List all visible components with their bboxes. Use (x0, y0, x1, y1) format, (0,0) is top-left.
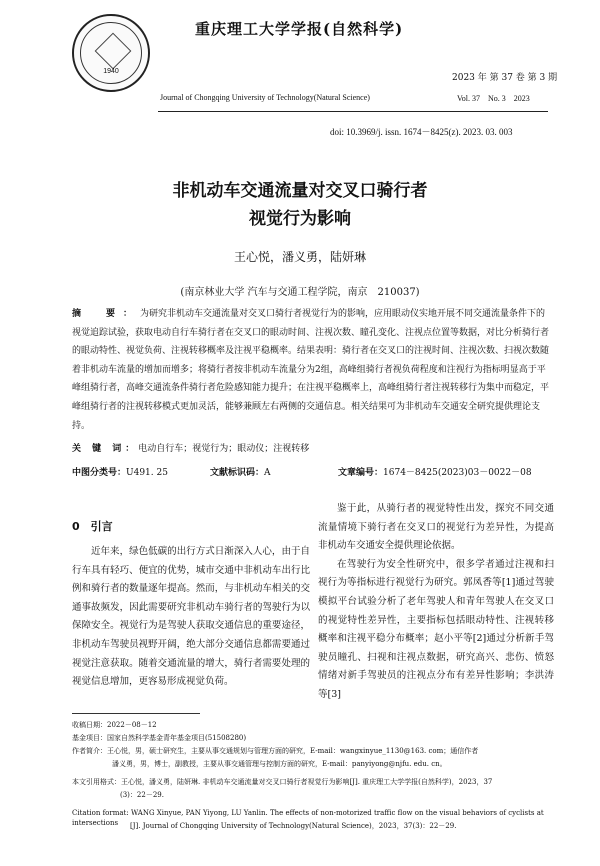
article-title-line2: 视觉行为影响 (249, 209, 351, 229)
journal-title-en: Journal of Chongqing University of Technology(Natural Science) (160, 93, 370, 102)
keywords-label: 关 键 词： (72, 444, 139, 454)
abstract-text: 为研究非机动车交通流量对交叉口骑行者视觉行为的影响，应用眼动仪实地开展不同交通流量条件下的视觉追踪试验，获取电动自行车骑行者在交叉口的眼动时间、注视次数、瞳孔变化、注视点位置等数据，对比分析骑行者的眼动特性、视觉负荷、注视转移概率及注视平稳概率。结果表明：骑行者在交叉口的注视时间、注视次数、扫视次数随着非机动车流量的增加而增多；将骑行者按非机动车流量分为2组，高峰组骑行者视负荷程度和注视行为指标明显高于平峰组骑行者，高峰交通流条件骑行者危险感知能力提升；在注视平稳概率上，高峰组骑行者注视转移行为集中而稳定，平峰组骑行者的注视转移模式更加灵活，能够兼顾左右两侧的交通信息。相关结果可为非机动车交通安全研究提供理论支持。 (72, 309, 550, 431)
article-number (338, 465, 532, 478)
doc-code-label: 文献标识码： (210, 468, 265, 478)
keywords (72, 441, 550, 454)
article-no-value: 1674－8425(2023)03－0022－08 (383, 468, 532, 478)
doc-code-value: A (264, 468, 271, 478)
intro-right-paragraph-2: 在驾驶行为安全性研究中，很多学者通过注视和扫视行为等指标进行视觉行为研究。郭凤香等[1]通过驾驶模拟平台试验分析了老年驾驶人和青年驾驶人在交叉口的视觉特性差异性，主要指标包括眼动特性、注视转移概率和注视平稳分布概率；赵小平等[2]通过分析新手驾驶员瞳孔、扫视和注视点数据，研究高兴、悲伤、愤怒情绪对新手驾驶员的注视点分布有差异性影响；李洪涛等[3] (318, 558, 554, 700)
article-title-line1: 非机动车交通流量对交叉口骑行者 (172, 181, 428, 201)
doi: doi: 10.3969/j. issn. 1674－8425(z). 2023. 03. 003 (330, 127, 513, 137)
footnote-author-bio-2: 潘义勇，男，博士，副教授，主要从事交通管理与控制方面的研究，E-mail：panyiyong@njfu. edu. cn。 (112, 760, 447, 768)
clc-value: U491. 25 (126, 468, 168, 478)
citation-cn-line1: 本文引用格式：王心悦，潘义勇，陆妍琳. 非机动车交通流量对交叉口骑行者视觉行为影响[J]. 重庆理工大学学报(自然科学)，2023，37 (72, 778, 493, 786)
document-code (210, 465, 271, 478)
journal-title-cn: 重庆理工大学学报(自然科学) (195, 20, 404, 38)
keywords-text: 电动自行车；视觉行为；眼动仪；注视转移 (138, 444, 310, 454)
footnote-divider (72, 713, 200, 714)
abstract (72, 305, 550, 435)
intro-right-paragraph-1: 鉴于此，从骑行者的视觉特性出发，探究不同交通流量情境下骑行者在交叉口的视觉行为差异性，为提高非机动车交通安全提供理论依据。 (318, 503, 554, 552)
header-divider (158, 111, 548, 112)
clc-number (72, 465, 168, 478)
issue-info-cn: 2023 年 第 37 卷 第 3 期 (452, 73, 558, 83)
clc-label: 中图分类号： (72, 468, 127, 478)
footnote-received: 收稿日期：2022－08－12 (72, 721, 157, 729)
intro-right-column (318, 500, 554, 705)
logo-year: 1940 (103, 68, 119, 75)
section-heading-intro: 0 引言 (72, 520, 113, 533)
affiliation: (南京林业大学 汽车与交通工程学院，南京 210037) (180, 287, 420, 298)
footnote-author-bio-1: 作者简介：王心悦，男，硕士研究生，主要从事交通规划与管理方面的研究，E-mail：wangxinyue_1130@163. com；通信作者 (72, 747, 479, 755)
intro-left-column: 近年来，绿色低碳的出行方式日渐深入人心，由于自行车具有轻巧、便宜的优势，城市交通中非机动车出行比例和骑行者的数量逐年提高。然而，与非机动车相关的交通事故频发，因此需要研究非机动车骑行者的驾驶行为以保障安全。视觉行为是驾驶人获取交通信息的重要途径，非机动车驾驶员视野开阔，绝大部分交通信息都需要通过视觉注意获取。随着交通流量的增大，骑行者需要处理的视觉信息增加，更容易形成视觉负荷。 (72, 546, 310, 688)
footnote-fund: 基金项目：国家自然科学基金青年基金项目(51508280) (72, 734, 247, 742)
university-logo (72, 14, 150, 92)
abstract-label: 摘 要： (72, 309, 141, 319)
citation-cn-line2: (3)：22－29. (120, 791, 164, 799)
issue-info-en: Vol. 37 No. 3 2023 (457, 94, 530, 103)
citation-en-line1: Citation format: WANG Xinyue, PAN Yiyong, LU Yanlin. The effects of non-motorized traffic flow on the visual behaviors of cyclists at intersections (72, 809, 544, 827)
citation-en-line2: [J]. Journal of Chongqing University of Technology(Natural Science)，2023，37(3)：22－29. (130, 822, 457, 830)
article-no-label: 文章编号： (338, 468, 384, 478)
authors: 王心悦，潘义勇，陆妍琳 (233, 250, 366, 264)
